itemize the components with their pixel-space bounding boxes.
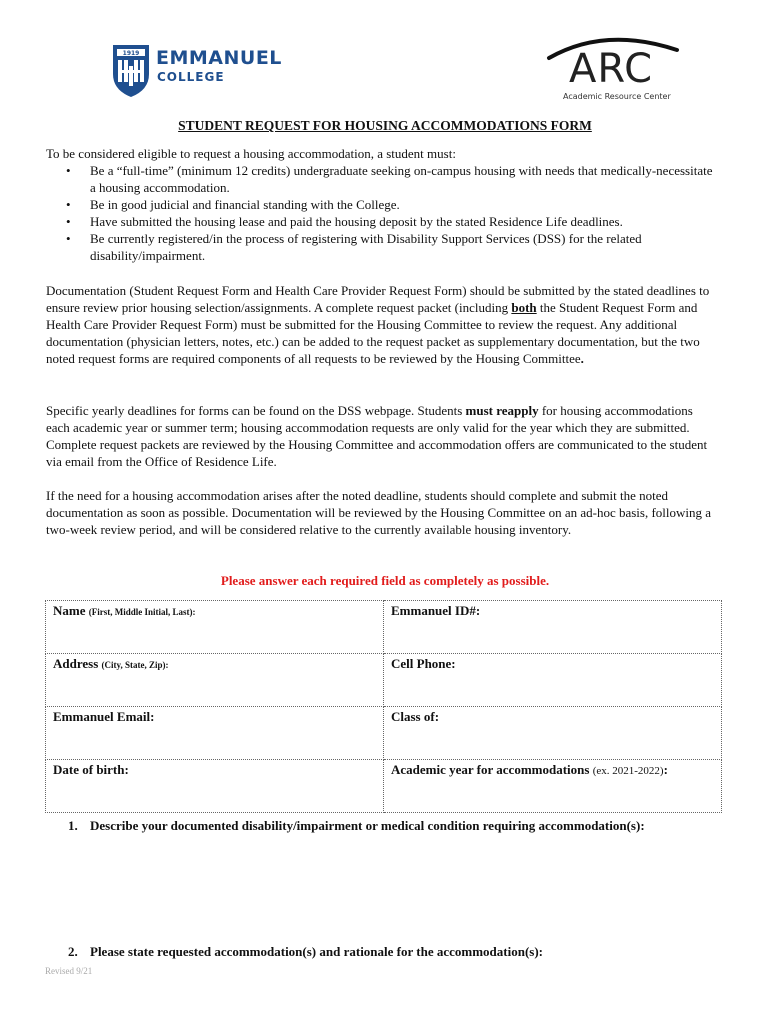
name-label: Name [53, 603, 86, 618]
list-item [46, 213, 716, 230]
emmanuel-id-label: Emmanuel ID#: [391, 603, 481, 618]
arc-logo [545, 32, 680, 104]
question-number: 2. [68, 944, 78, 959]
table-row [46, 601, 722, 654]
emmanuel-logo-name: EMMANUEL [156, 47, 282, 69]
table-row [46, 760, 722, 813]
question-2 [68, 944, 543, 960]
paragraph-text: Documentation (Student Request Form and Health Care Provider Request Form) should be submitted by the stated deadlines to ensure review prior housing selection/assignments. A complete request packet (including [46, 283, 710, 315]
eligibility-list [46, 162, 716, 264]
documentation-paragraph [46, 282, 716, 367]
table-row [46, 654, 722, 707]
email-label: Emmanuel Email: [53, 709, 155, 724]
required-fields-note: Please answer each required field as completely as possible. [220, 573, 550, 588]
emmanuel-logo-sub: COLLEGE [157, 70, 225, 84]
address-field[interactable] [46, 654, 384, 707]
academic-year-hint: (ex. 2021-2022) [592, 765, 664, 777]
email-field[interactable] [46, 707, 384, 760]
paragraph-text: the Student Request Form and Health Care Provider Request Form) must be submitted for the Housing Committee to review the request. Any additional documentation (physician letters, notes, etc.) can be added to the request packet as supplementary documentation, but the two noted request forms are required components of all requests to be reviewed by the Housing Committee [46, 300, 700, 366]
list-item-text: Be in good judicial and financial standing with the College. [90, 197, 400, 212]
arc-logo-name: ARC [569, 46, 654, 92]
cell-phone-label: Cell Phone: [391, 656, 456, 671]
eligibility-lead: To be considered eligible to request a housing accommodation, a student must: [46, 146, 456, 161]
revision-footer: Revised 9/21 [45, 966, 93, 976]
emmanuel-college-logo [112, 44, 282, 100]
bullet-icon: • [66, 214, 71, 229]
date-of-birth-label: Date of birth: [53, 762, 129, 777]
deadlines-paragraph [46, 402, 716, 470]
academic-year-colon: : [663, 762, 668, 777]
list-item [46, 162, 716, 196]
late-request-paragraph: If the need for a housing accommodation arises after the noted deadline, students should complete and submit the noted documentation as soon as possible. Documentation will be reviewed by the Housing Committee on an ad-hoc basis, following a two-week review period, and will be considered relative to the currently available housing inventory. [46, 488, 712, 537]
name-hint: (First, Middle Initial, Last): [88, 607, 196, 617]
list-item [46, 196, 716, 213]
emphasis-both: both [511, 300, 537, 315]
form-title: STUDENT REQUEST FOR HOUSING ACCOMMODATIONS FORM [178, 118, 592, 133]
bullet-icon: • [66, 163, 71, 178]
arc-logo-sub: Academic Resource Center [563, 92, 671, 101]
list-item [46, 230, 716, 264]
list-item-text: Be currently registered/in the process of registering with Disability Support Services (DSS) for the related disability/impairment. [90, 231, 642, 263]
date-of-birth-field[interactable] [46, 760, 384, 813]
bullet-icon: • [66, 197, 71, 212]
question-text: Describe your documented disability/impairment or medical condition requiring accommodation(s): [90, 818, 645, 833]
academic-year-field[interactable] [384, 760, 722, 813]
question-number: 1. [68, 818, 78, 833]
eligibility-section [46, 145, 716, 264]
paragraph-text: Specific yearly deadlines for forms can be found on the DSS webpage. Students [46, 403, 466, 418]
academic-year-label: Academic year for accommodations [391, 762, 590, 777]
name-field[interactable] [46, 601, 384, 654]
class-of-field[interactable] [384, 707, 722, 760]
question-text: Please state requested accommodation(s) and rationale for the accommodation(s): [90, 944, 544, 959]
address-label: Address [53, 656, 99, 671]
table-row [46, 707, 722, 760]
address-hint: (City, State, Zip): [101, 660, 169, 670]
question-1 [68, 818, 645, 834]
list-item-text: Be a “full-time” (minimum 12 credits) undergraduate seeking on-campus housing with needs that medically-necessitate a housing accommodation. [90, 163, 713, 195]
list-item-text: Have submitted the housing lease and paid the housing deposit by the stated Residence Life deadlines. [90, 214, 623, 229]
shield-year: 1919 [122, 50, 140, 57]
emmanuel-shield-icon [112, 44, 150, 98]
cell-phone-field[interactable] [384, 654, 722, 707]
bullet-icon: • [66, 231, 71, 246]
student-info-table [45, 600, 722, 813]
emphasis-must-reapply: must reapply [465, 403, 539, 418]
emmanuel-id-field[interactable] [384, 601, 722, 654]
class-of-label: Class of: [391, 709, 440, 724]
paragraph-end: . [580, 351, 584, 366]
paragraph-text: for housing accommodations each academic year or summer term; housing accommodation requests are only valid for the year which they are submitted. Complete request packets are reviewed by the Housing Committee and accommodation offers are communicated to the student via email from the Office of Residence Life. [46, 403, 708, 469]
